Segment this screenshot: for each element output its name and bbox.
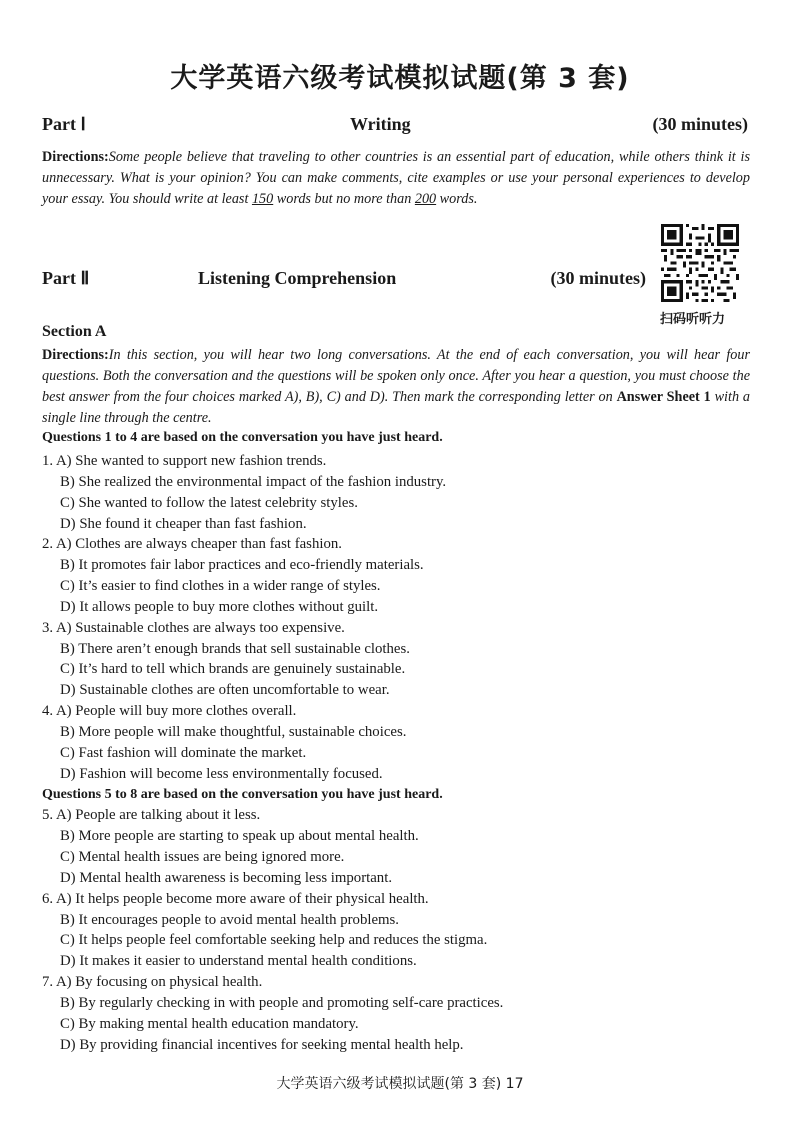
listening-directions-text-1: In this section, you will hear two long conversations. At the end of each conversation, you will hear four questions. Both the conversation and the questions will be spoken only once. After you hear a question, you must choose the best answer from the four choices marked A), B), C) and D). Then mark the corresponding letter on bbox=[42, 347, 750, 405]
question-list bbox=[42, 451, 752, 1055]
listening-directions-text-2: with a single line through the centre. bbox=[42, 389, 750, 426]
part-2-label: Part Ⅱ bbox=[42, 268, 90, 288]
option-5a: 5. A) People are talking about it less. bbox=[42, 807, 261, 824]
option-6c: C) It helps people feel comfortable seeking help and reduces the stigma. bbox=[60, 932, 488, 949]
part-2-time: (30 minutes) bbox=[550, 268, 646, 288]
option-6a: 6. A) It helps people become more aware of their physical health. bbox=[42, 890, 429, 907]
option-5d: D) Mental health awareness is becoming less important. bbox=[60, 869, 393, 886]
option-1c: C) She wanted to follow the latest celebrity styles. bbox=[60, 494, 358, 511]
option-1d: D) She found it cheaper than fast fashion. bbox=[60, 515, 307, 532]
writing-directions bbox=[42, 147, 750, 210]
part-2-header bbox=[42, 268, 646, 294]
writing-directions-text-1: Some people believe that traveling to other countries is an essential part of education, while others think it is unnecessary. What is your opinion? You can make comments, cite examples or use your personal experiences to develop your essay. You should write at least bbox=[42, 149, 750, 207]
part-1-time: (30 minutes) bbox=[652, 114, 748, 134]
question-group-2-heading: Questions 5 to 8 are based on the conversation you have just heard. bbox=[42, 786, 443, 802]
option-7c: C) By making mental health education mandatory. bbox=[60, 1015, 359, 1032]
listening-directions bbox=[42, 345, 750, 429]
option-7a: 7. A) By focusing on physical health. bbox=[42, 974, 263, 991]
qr-code-icon[interactable] bbox=[661, 224, 739, 302]
option-3c: C) It’s hard to tell which brands are genuinely sustainable. bbox=[60, 661, 406, 678]
option-2b: B) It promotes fair labor practices and eco-friendly materials. bbox=[60, 557, 424, 574]
max-words: 200 bbox=[414, 191, 437, 207]
option-4d: D) Fashion will become less environmentally focused. bbox=[60, 765, 383, 782]
part-2-name: Listening Comprehension bbox=[198, 268, 397, 288]
option-1a: 1. A) She wanted to support new fashion trends. bbox=[42, 453, 327, 469]
option-3b: B) There aren’t enough brands that sell sustainable clothes. bbox=[60, 640, 410, 657]
part-1-name: Writing bbox=[350, 114, 411, 134]
section-a-heading: Section A bbox=[42, 323, 107, 340]
page-title: 大学英语六级考试模拟试题(第 3 套) bbox=[170, 63, 630, 94]
option-7d: D) By providing financial incentives for seeking mental health help. bbox=[60, 1036, 464, 1053]
option-4c: C) Fast fashion will dominate the market. bbox=[60, 744, 307, 761]
option-4a: 4. A) People will buy more clothes overall. bbox=[42, 703, 297, 720]
option-5c: C) Mental health issues are being ignored more. bbox=[60, 849, 345, 866]
writing-directions-text-3: words. bbox=[436, 191, 478, 207]
option-1b: B) She realized the environmental impact of the fashion industry. bbox=[60, 473, 447, 490]
part-1-label: Part Ⅰ bbox=[42, 114, 86, 134]
question-4 bbox=[42, 701, 752, 784]
question-7 bbox=[42, 972, 752, 1055]
option-2d: D) It allows people to buy more clothes without guilt. bbox=[60, 598, 379, 615]
min-words: 150 bbox=[251, 191, 274, 207]
question-6 bbox=[42, 889, 752, 972]
option-5b: B) More people are starting to speak up about mental health. bbox=[60, 828, 419, 845]
option-6b: B) It encourages people to avoid mental health problems. bbox=[60, 911, 399, 928]
option-7b: B) By regularly checking in with people and promoting self-care practices. bbox=[60, 994, 504, 1011]
qr-caption: 扫码听听力 bbox=[660, 312, 726, 327]
question-group-1-heading: Questions 1 to 4 are based on the conversation you have just heard. bbox=[42, 430, 443, 445]
question-3 bbox=[42, 618, 752, 701]
answer-sheet-label: Answer Sheet 1 bbox=[616, 389, 711, 405]
writing-directions-lead: Directions: bbox=[42, 149, 109, 165]
option-3d: D) Sustainable clothes are often uncomfortable to wear. bbox=[60, 682, 390, 699]
option-2a: 2. A) Clothes are always cheaper than fast fashion. bbox=[42, 536, 342, 553]
question-2 bbox=[42, 534, 752, 617]
part-1-header bbox=[42, 114, 748, 140]
option-4b: B) More people will make thoughtful, sustainable choices. bbox=[60, 723, 407, 740]
listening-directions-lead: Directions: bbox=[42, 347, 109, 363]
page-footer: 大学英语六级考试模拟试题(第 3 套) 17 bbox=[276, 1076, 524, 1092]
question-5 bbox=[42, 805, 752, 888]
writing-directions-text-2: words but no more than bbox=[273, 191, 415, 207]
option-2c: C) It’s easier to find clothes in a wider range of styles. bbox=[60, 578, 381, 595]
option-6d: D) It makes it easier to understand mental health conditions. bbox=[60, 953, 417, 970]
question-1 bbox=[42, 451, 752, 534]
option-3a: 3. A) Sustainable clothes are always too expensive. bbox=[42, 619, 345, 636]
